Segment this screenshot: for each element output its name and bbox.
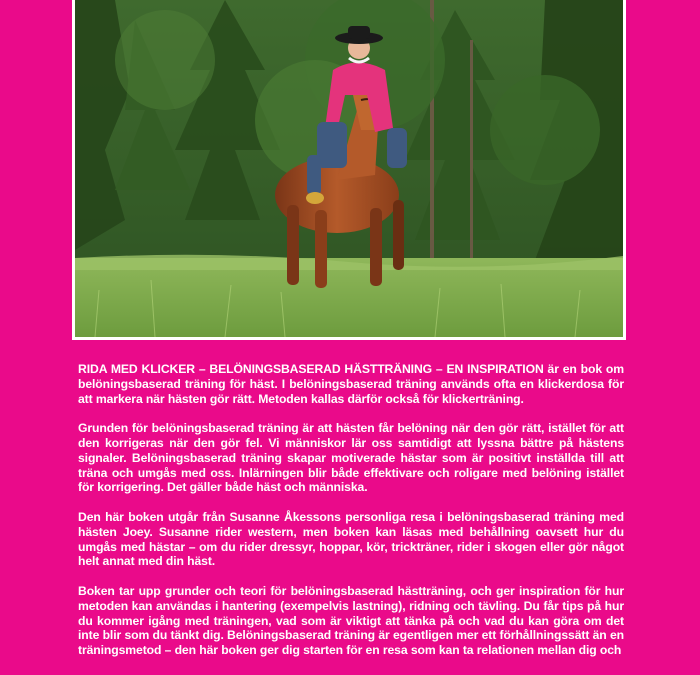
book-title: RIDA MED KLICKER – BELÖNINGSBASERAD HÄSTTRÄNING – EN INSPIRATION	[78, 362, 544, 376]
paragraph-4: Boken tar upp grunder och teori för belöningsbaserad hästträning, och ger inspiration för hur metoden kan användas i hantering (exempelvis lastning), ridning och tävling. Du får tips på hur du kommer igång med träningen, vad som är viktigt att tänka på och vad du kan göra om det inte blir som du tänkt dig. Belöningsbaserad träning är egentligen mer ett förhållningssätt än en träningsmetod – den här boken ger dig starten för en resa som kan ta relationen mellan dig och	[78, 583, 624, 658]
paragraph-2: Grunden för belöningsbaserad träning är att hästen får belöning när den gör rätt, istället för att den korrigeras när den gör fel. Vi människor lär oss samtidigt att lyssna bättre på hästens signaler. Belöningsbaserad träning skapar motiverade hästar som är positivt inställda till att träna och umgås med oss. Inlärningen blir både effektivare och roligare med belöning istället för korrigering. Det gäller både häst och människa.	[78, 421, 624, 495]
paragraph-3: Den här boken utgår från Susanne Åkessons personliga resa i belöningsbaserad träning med hästen Joey. Susanne rider western, men boken kan läsas med behållning oavsett hur du umgås med hästar – om du rider dressyr, hoppar, kör, trickträner, rider i skogen eller gör något helt annat med din häst.	[78, 509, 624, 569]
paragraph-1-text: är en bok om belöningsbaserad träning för häst. I belöningsbaserad träning används ofta en klickerdosa för att markera när hästen gör rätt. Metoden kallas därför också för klickerträning.	[78, 362, 625, 406]
cover-photo	[75, 0, 623, 337]
cover-photo-frame	[72, 0, 626, 340]
paragraph-1	[78, 362, 624, 406]
book-description	[78, 362, 624, 673]
